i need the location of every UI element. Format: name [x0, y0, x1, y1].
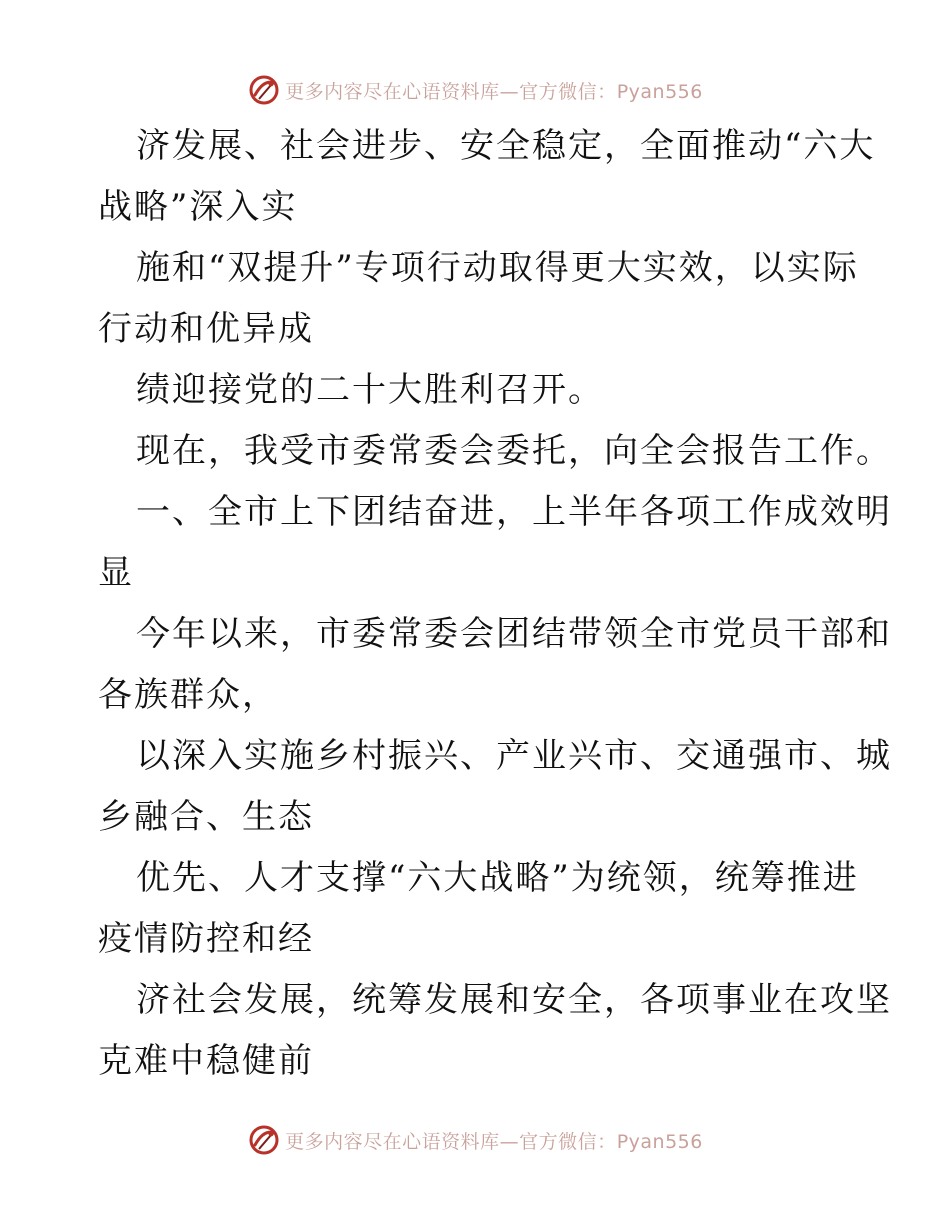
text-line: 显	[98, 553, 134, 593]
text-line: 乡融合、生态	[98, 797, 314, 837]
banner-slogan: 更多内容尽在心语资料库	[285, 1130, 500, 1153]
text-line: 各族群众，	[98, 675, 278, 715]
text-line: 一、全市上下团结奋进，上半年各项工作成效明	[136, 492, 892, 532]
text-line: 战略”深入实	[98, 187, 298, 227]
text-line: 济社会发展，统筹发展和安全，各项事业在攻坚	[136, 980, 892, 1020]
paragraph	[98, 238, 858, 360]
paragraph	[98, 726, 892, 848]
text-line: 施和“双提升”专项行动取得更大实效，以实际	[136, 248, 859, 288]
text-line: 优先、人才支撑“六大战略”为统领，统筹推进	[136, 858, 859, 898]
text-line: 今年以来，市委常委会团结带领全市党员干部和	[136, 614, 892, 654]
text-line: 济发展、社会进步、安全稳定，全面推动“六大	[136, 126, 876, 166]
banner-slogan: 更多内容尽在心语资料库	[285, 80, 500, 103]
paragraph	[98, 421, 892, 482]
paragraph	[98, 970, 892, 1092]
paragraph	[98, 116, 876, 238]
footer-watermark-banner	[0, 1120, 950, 1160]
text-line: 现在，我受市委常委会委托，向全会报告工作。	[136, 431, 892, 471]
banner-dash: —	[499, 1130, 520, 1153]
banner-text	[285, 1127, 703, 1154]
banner-text	[285, 77, 703, 104]
text-line: 克难中稳健前	[98, 1041, 314, 1081]
text-line: 行动和优异成	[98, 309, 314, 349]
banner-wechat-label: 官方微信：	[519, 80, 617, 103]
text-line: 绩迎接党的二十大胜利召开。	[136, 370, 604, 410]
paragraph	[98, 360, 858, 421]
banner-dash: —	[499, 80, 520, 103]
paragraph	[98, 604, 892, 726]
text-line: 疫情防控和经	[98, 919, 314, 959]
brand-logo-icon	[247, 1123, 281, 1157]
header-watermark-banner	[0, 70, 950, 110]
banner-wechat-id: Pyan556	[616, 1130, 703, 1153]
brand-logo-icon	[247, 73, 281, 107]
paragraph	[98, 848, 858, 970]
text-line: 以深入实施乡村振兴、产业兴市、交通强市、城	[136, 736, 892, 776]
banner-wechat-label: 官方微信：	[519, 1130, 617, 1153]
section-heading	[98, 482, 892, 604]
banner-wechat-id: Pyan556	[616, 80, 703, 103]
document-body	[98, 116, 892, 1092]
